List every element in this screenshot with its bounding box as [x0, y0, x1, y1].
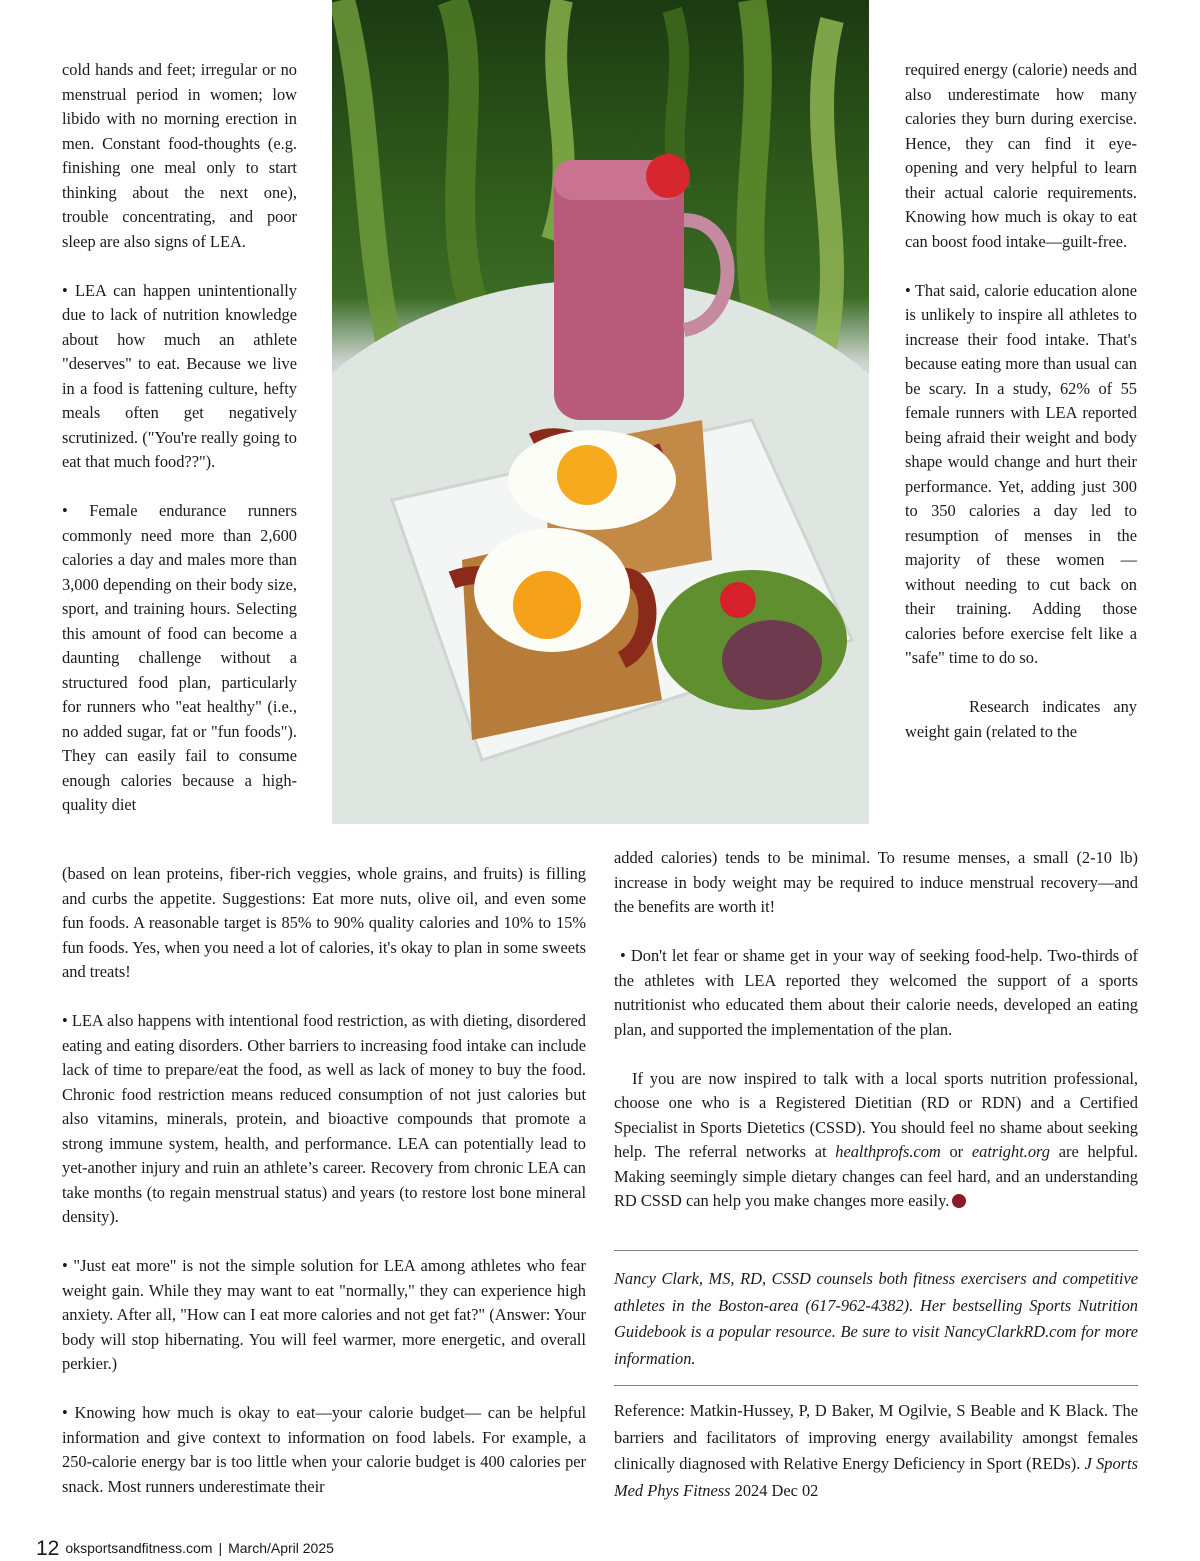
closing-text-c: are helpful. Making seemingly simple dietary changes can feel hard, and an understanding RD CSSD can help you make changes more easily. — [614, 1142, 1138, 1210]
paragraph: • Female endurance runners commonly need more than 2,600 calories a day and males more than 3,000 depending on their body size, sport, and training hours. Selecting this amount of food can become a daunting challenge without a structured food plan, particularly for runners who "eat healthy" (i.e., no added sugar, fat or "fun foods"). They can easily fail to consume enough calories because a high-quality diet — [62, 501, 297, 814]
footer-site[interactable]: oksportsandfitness.com — [65, 1540, 213, 1556]
footer-separator: | — [218, 1540, 223, 1556]
eatright-link[interactable]: eatright.org — [971, 1142, 1051, 1161]
paragraph: Research indicates any weight gain (related to the — [905, 697, 1137, 741]
divider — [614, 1385, 1138, 1386]
paragraph: added calories) tends to be minimal. To resume menses, a small (2-10 lb) increase in body weight may be required to induce menstrual recovery—and the benefits are worth it! — [614, 848, 1138, 916]
paragraph-closing — [614, 1067, 1138, 1214]
right-column-top — [905, 58, 1137, 744]
food-photo-illustration — [332, 0, 869, 824]
closing-text-a: If you are now inspired to talk with a local sports nutrition professional, choose one who is a Registered Dietitian (RD or RDN) and a Certified Specialist in Sports Dietetics (CSSD). You should feel no shame about seeking help. The referral networks at — [614, 1068, 1138, 1161]
page-number: 12 — [36, 1537, 60, 1560]
left-column-bottom — [62, 862, 586, 1499]
right-column-bottom — [614, 846, 1138, 1214]
reference-date: 2024 Dec 02 — [730, 1480, 819, 1500]
healthprofs-link[interactable]: healthprofs.com — [835, 1142, 941, 1161]
paragraph: • Knowing how much is okay to eat—your calorie budget— can be helpful information and give context to information on food labels. For example, a 250-calorie energy bar is too little when your calorie budget is 400 calories per snack. Most runners underestimate their — [62, 1403, 586, 1496]
closing-text-b: or — [940, 1142, 972, 1161]
left-column-top — [62, 58, 297, 818]
food-photo — [332, 0, 869, 824]
page-footer — [36, 1537, 334, 1561]
reference — [614, 1398, 1138, 1504]
paragraph: • That said, calorie education alone is unlikely to inspire all athletes to increase their food intake. That's because eating more than usual can be scary. In a study, 62% of 55 female runners with LEA reported being afraid their weight and body shape would change and hurt their performance. Yet, adding just 300 to 350 calories a day led to resumption of menses in the majority of these women —without needing to cut back on their training. Adding those calories before exercise felt like a "safe" time to do so. — [905, 280, 1137, 667]
paragraph: cold hands and feet; irregular or no menstrual period in women; low libido with no morning erection in men. Constant food-thoughts (e.g. finishing one meal only to start thinking about the next one), trouble concentrating, and poor sleep are also signs of LEA. — [62, 60, 297, 251]
paragraph: • Don't let fear or shame get in your way of seeking food-help. Two-thirds of the athletes with LEA reported they welcomed the support of a sports nutritionist who educated them about their calorie needs, developed an eating plan, and supported the implementation of the plan. — [614, 946, 1138, 1039]
reference-journal: J Sports Med Phys Fitness — [614, 1454, 1138, 1500]
end-mark-icon — [952, 1194, 966, 1208]
paragraph: • "Just eat more" is not the simple solution for LEA among athletes who fear weight gain. While they may want to eat "normally," they can experience high anxiety. After all, "How can I eat more calories and not get fat?" (Answer: Your body will stop hibernating. You will feel warmer, more energetic, and overall perkier.) — [62, 1256, 586, 1373]
paragraph: • LEA can happen unintentionally due to lack of nutrition knowledge about how much an athlete "deserves" to eat. Because we live in a food is fattening culture, hefty meals often get negatively scrutinized. ("You're really going to eat that much food??"). — [62, 280, 297, 471]
author-bio: Nancy Clark, MS, RD, CSSD counsels both fitness exercisers and competitive athletes in the Boston-area (617-962-4382). Her bestselling Sports Nutrition Guidebook is a popular resource. Be sure to visit NancyClarkRD.com for more information. — [614, 1269, 1138, 1368]
paragraph: • LEA also happens with intentional food restriction, as with dieting, disordered eating and eating disorders. Other barriers to increasing food intake can include lack of time to prepare/eat the food, as well as lack of money to buy the food. Chronic food restriction means reduced consumption of not just calories but also vitamins, minerals, protein, and bioactive compounds that promote a strong immune system, health, and performance. LEA can potentially lead to yet-another injury and ruin an athlete’s career. Recovery from chronic LEA can take months (to regain menstrual status) and years (to restore lost bone mineral density). — [62, 1011, 586, 1226]
reference-text: Reference: Matkin-Hussey, P, D Baker, M Ogilvie, S Beable and K Black. The barriers and facilitators of improving energy availability amongst females clinically diagnosed with Relative Energy Deficiency in Sport (REDs). — [614, 1401, 1138, 1473]
divider — [614, 1250, 1138, 1251]
footer-issue: March/April 2025 — [228, 1540, 334, 1556]
paragraph: required energy (calorie) needs and also underestimate how many calories they burn during exercise. Hence, they can find it eye-opening and very helpful to learn their actual calorie requirements. Knowing how much is okay to eat can boost food intake—guilt-free. — [905, 60, 1137, 251]
paragraph: (based on lean proteins, fiber-rich veggies, whole grains, and fruits) is filling and curbs the appetite. Suggestions: Eat more nuts, olive oil, and even some fun foods. A reasonable target is 85% to 90% quality calories and 10% to 15% fun foods. Yes, when you need a lot of calories, it's okay to plan in some sweets and treats! — [62, 864, 586, 981]
